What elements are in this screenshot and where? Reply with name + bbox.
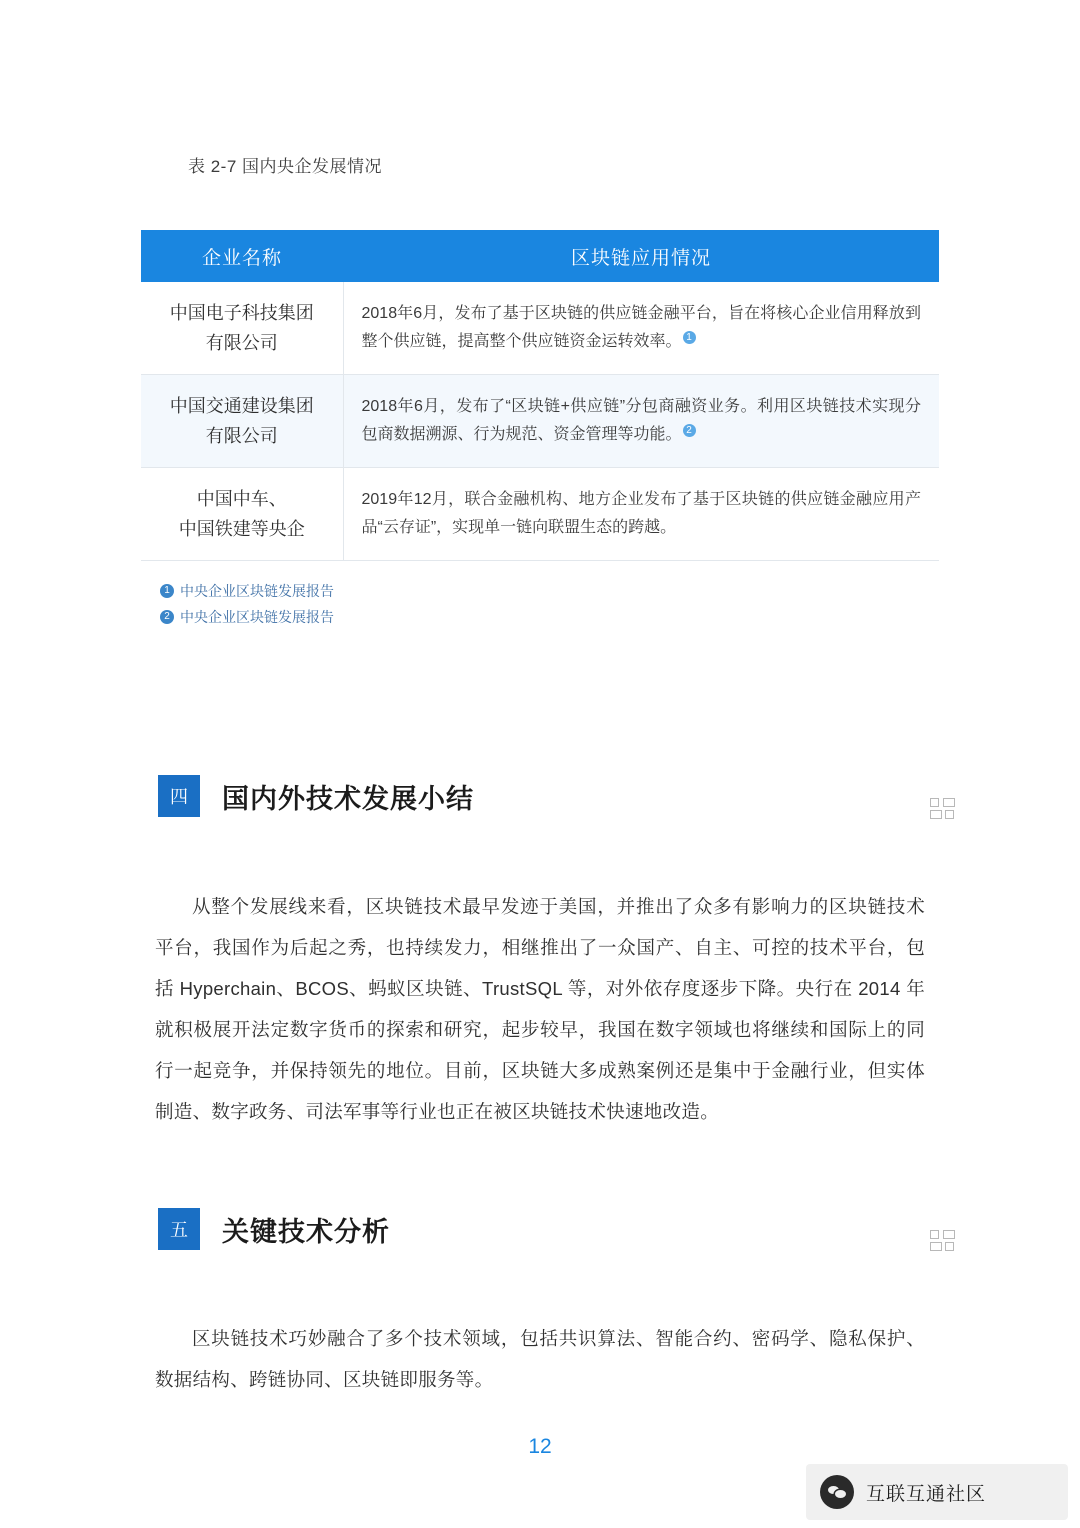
table-row xyxy=(141,375,939,468)
table-cell-description xyxy=(343,282,939,375)
description-text: 2018年6月，发布了“区块链+供应链”分包商融资业务。利用区块链技术实现分包商数据溯源、行为规范、资金管理等功能。 xyxy=(361,398,921,443)
footnote-marker-2[interactable]: 2 xyxy=(683,424,696,437)
footnote-item xyxy=(160,604,334,630)
company-name-line-1: 中国电子科技集团 xyxy=(169,303,314,323)
footnote-text: 中央企业区块链发展报告 xyxy=(180,609,334,625)
section-title: 关键技术分析 xyxy=(222,1216,390,1247)
section-title: 国内外技术发展小结 xyxy=(222,783,474,814)
footnote-number: 1 xyxy=(160,584,174,598)
paragraph-section-five: 区块链技术巧妙融合了多个技术领域，包括共识算法、智能合约、密码学、隐私保护、数据结构、跨链协同、区块链即服务等。 xyxy=(155,1328,925,1390)
description-text: 2018年6月，发布了基于区块链的供应链金融平台，旨在将核心企业信用释放到整个供应链，提高整个供应链资金运转效率。 xyxy=(361,305,921,350)
table-row xyxy=(141,282,939,375)
section-badge: 五 xyxy=(158,1208,200,1250)
footnote-marker-1[interactable]: 1 xyxy=(683,331,696,344)
bookmark-icon xyxy=(930,1230,956,1252)
footnote-item xyxy=(160,578,334,604)
company-name-line-2: 中国铁建等央企 xyxy=(178,519,305,539)
table-header-row xyxy=(141,230,939,282)
page-number: 12 xyxy=(528,1435,552,1458)
watermark-label: 互联互通社区 xyxy=(866,1483,987,1505)
central-enterprise-table xyxy=(141,230,939,561)
section-heading-four xyxy=(158,775,474,817)
table-header-company: 企业名称 xyxy=(141,230,343,282)
section-badge: 四 xyxy=(158,775,200,817)
paragraph-section-four: 从整个发展线来看，区块链技术最早发迹于美国，并推出了众多有影响力的区块链技术平台，我国作为后起之秀，也持续发力，相继推出了一众国产、自主、可控的技术平台，包括 Hyperchain、BCOS、蚂蚁区块链、TrustSQL 等，对外依存度逐步下降。央行在 2014 年就积极展开法定数字货币的探索和研究，起步较早，我国在数字领域也将继续和国际上的同行一起竞争，并保持领先的地位。目前，区块链大多成熟案例还是集中于金融行业，但实体制造、数字政务、司法军事等行业也正在被区块链技术快速地改造。 xyxy=(155,896,925,1122)
table-cell-description xyxy=(343,375,939,468)
table-cell-company xyxy=(141,375,343,468)
footnote-text: 中央企业区块链发展报告 xyxy=(180,583,334,599)
company-name-line-1: 中国中车、 xyxy=(196,489,287,509)
table-cell-company xyxy=(141,468,343,561)
description-text: 2019年12月，联合金融机构、地方企业发布了基于区块链的供应链金融应用产品“云存证”，实现单一链向联盟生态的跨越。 xyxy=(361,491,921,536)
section-heading-five xyxy=(158,1208,390,1250)
footnote-list xyxy=(160,578,334,630)
footnote-number: 2 xyxy=(160,610,174,624)
bookmark-icon xyxy=(930,798,956,820)
table-caption: 表 2-7 国内央企发展情况 xyxy=(188,157,383,176)
wechat-icon xyxy=(820,1475,854,1509)
company-name-line-1: 中国交通建设集团 xyxy=(169,396,314,416)
table-cell-description xyxy=(343,468,939,561)
company-name-line-2: 有限公司 xyxy=(205,333,278,353)
table-row xyxy=(141,468,939,561)
company-name-line-2: 有限公司 xyxy=(205,426,278,446)
table-header-application: 区块链应用情况 xyxy=(343,230,939,282)
table-cell-company xyxy=(141,282,343,375)
watermark-badge xyxy=(806,1464,1068,1520)
